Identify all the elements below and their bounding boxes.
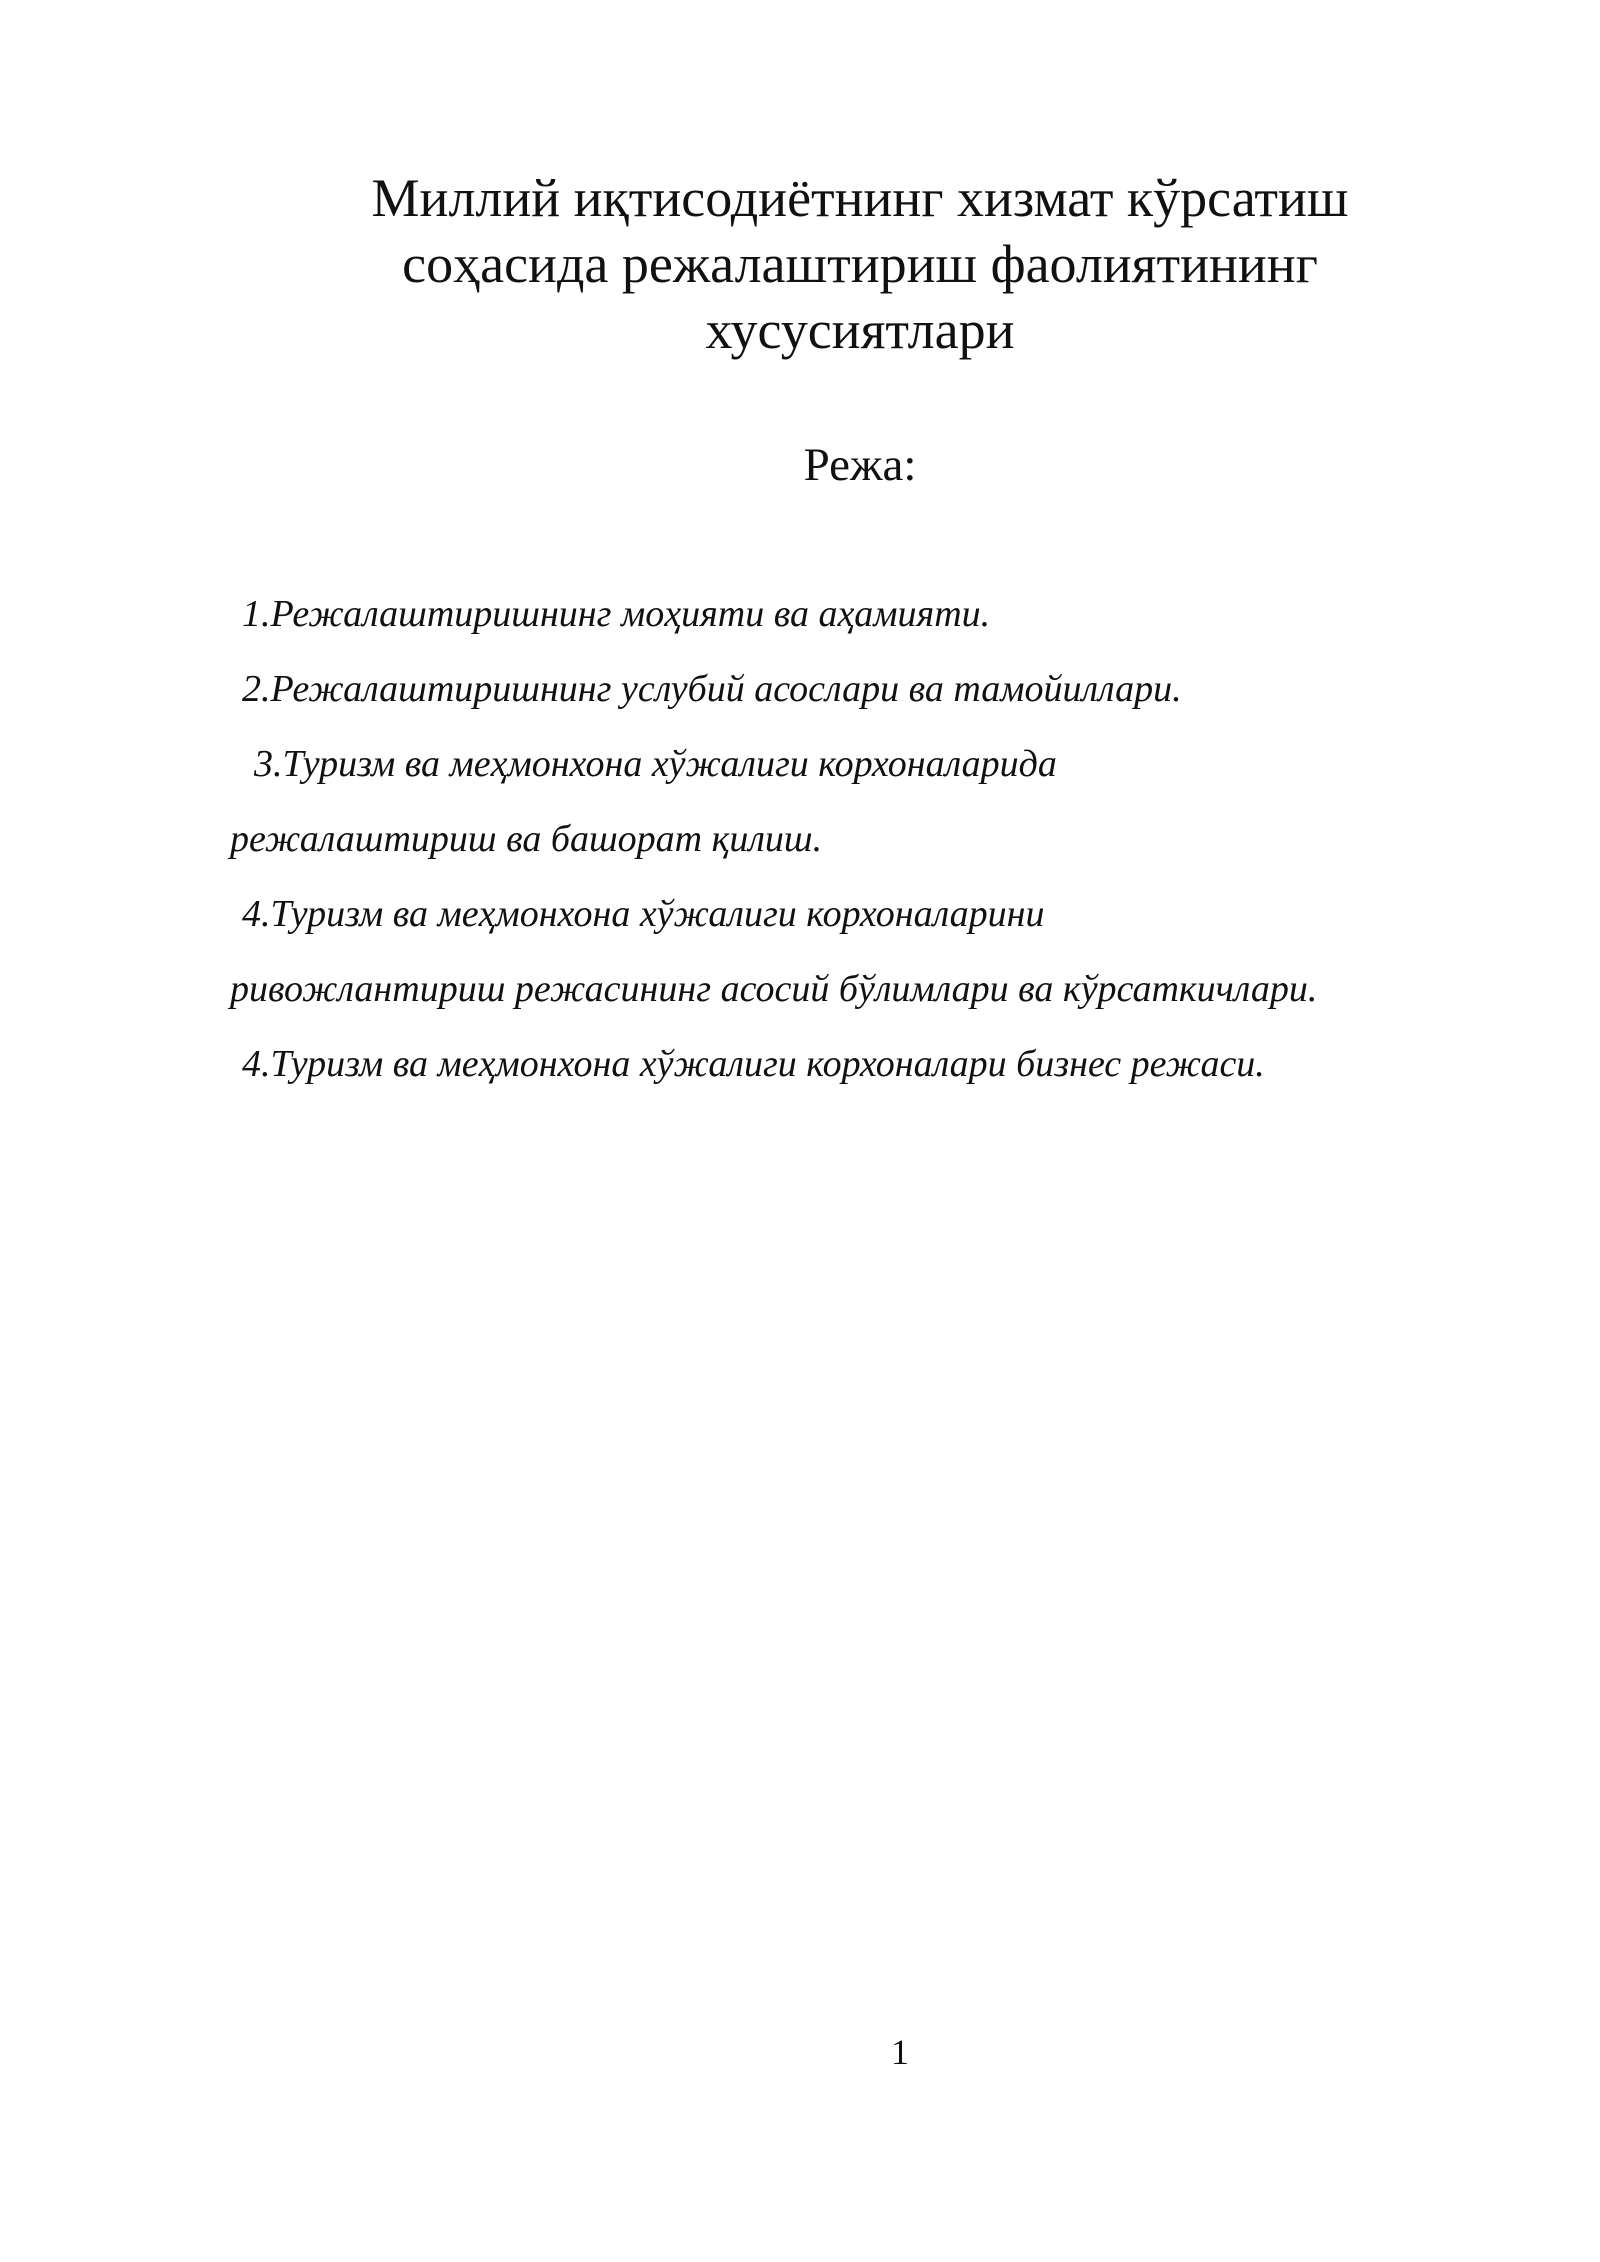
document-title — [300, 165, 1420, 363]
plan-item: 3.Туризм ва меҳмонхона хўжалиги корхоналарида — [254, 743, 1057, 785]
plan-item: 4.Туризм ва меҳмонхона хўжалиги корхоналарини — [242, 893, 1045, 935]
title-line: хусусиятлари — [705, 300, 1015, 360]
title-line: соҳасида режалаштириш фаолиятининг — [402, 234, 1318, 294]
page-number: 1 — [891, 2032, 909, 2072]
plan-item: 1.Режалаштиришнинг моҳияти ва аҳамияти. — [242, 593, 991, 635]
plan-heading: Режа: — [803, 439, 917, 491]
plan-item-continuation: режалаштириш ва башорат қилиш. — [230, 818, 823, 860]
plan-item: 2.Режалаштиришнинг услубий асослари ва тамойиллари. — [242, 668, 1182, 710]
plan-list — [230, 577, 1530, 1102]
title-line: Миллий иқтисодиётнинг хизмат кўрсатиш — [371, 168, 1349, 228]
plan-item: 4.Туризм ва меҳмонхона хўжалиги корхоналари бизнес режаси. — [242, 1043, 1265, 1085]
plan-item-continuation: ривожлантириш режасининг асосий бўлимлари ва кўрсаткичлари. — [230, 968, 1318, 1010]
